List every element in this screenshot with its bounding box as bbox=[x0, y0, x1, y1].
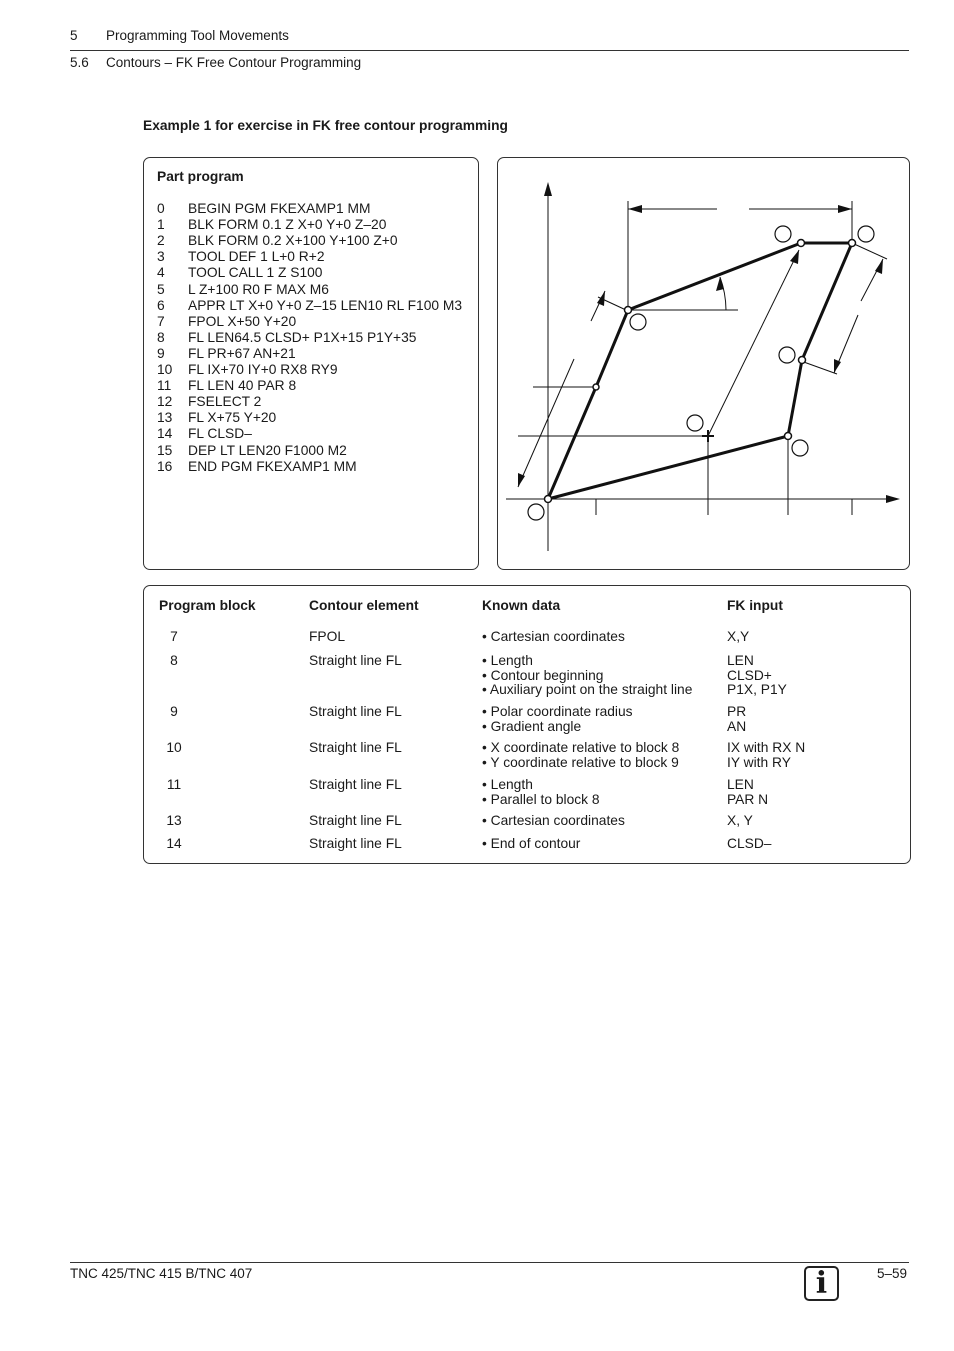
program-line-number: 16 bbox=[157, 458, 173, 474]
cell-contour-element: Straight line FL bbox=[309, 836, 402, 851]
chapter-title: Programming Tool Movements bbox=[106, 28, 289, 43]
program-line-text: FL PR+67 AN+21 bbox=[188, 345, 296, 361]
col-header-block: Program block bbox=[159, 598, 256, 613]
program-line-number: 3 bbox=[157, 249, 165, 265]
program-line-text: TOOL CALL 1 Z S100 bbox=[188, 265, 323, 281]
cell-fk-input: LEN bbox=[727, 777, 754, 792]
cell-program-block: 10 bbox=[166, 740, 182, 755]
program-line-text: FSELECT 2 bbox=[188, 394, 262, 410]
cell-known-data: • Y coordinate relative to block 9 bbox=[482, 754, 679, 770]
program-line-text: FL IX+70 IY+0 RX8 RY9 bbox=[188, 362, 338, 377]
program-line-number: 4 bbox=[157, 265, 165, 281]
program-line-text: FL X+75 Y+20 bbox=[188, 410, 277, 426]
part-program-box bbox=[143, 157, 479, 570]
cell-program-block: 14 bbox=[166, 836, 182, 851]
cell-fk-input: LEN bbox=[727, 653, 754, 668]
cell-known-data: • Contour beginning bbox=[482, 667, 604, 683]
section-number: 5.6 bbox=[70, 55, 89, 70]
program-line-number: 6 bbox=[157, 297, 165, 313]
cell-known-data: • Gradient angle bbox=[482, 718, 582, 734]
program-line-text: FL CLSD– bbox=[188, 426, 252, 442]
col-header-element: Contour element bbox=[309, 598, 419, 613]
cell-known-data: • Polar coordinate radius bbox=[482, 704, 633, 719]
cell-known-data: • X coordinate relative to block 8 bbox=[482, 740, 680, 755]
program-line-number: 1 bbox=[157, 217, 165, 233]
section-title: Contours – FK Free Contour Programming bbox=[106, 55, 362, 70]
program-line-text: END PGM FKEXAMP1 MM bbox=[188, 458, 357, 474]
cell-contour-element: Straight line FL bbox=[309, 813, 402, 828]
program-line-text: FPOL X+50 Y+20 bbox=[188, 313, 297, 329]
label-circle bbox=[858, 226, 874, 242]
program-line-number: 12 bbox=[157, 394, 173, 410]
cell-known-data: • End of contour bbox=[482, 836, 581, 851]
label-circle bbox=[687, 415, 703, 431]
program-line-number: 7 bbox=[157, 313, 165, 329]
program-line-text: BLK FORM 0.2 X+100 Y+100 Z+0 bbox=[188, 233, 398, 249]
program-line-number: 9 bbox=[157, 345, 165, 361]
cell-known-data: • Auxiliary point on the straight line bbox=[482, 682, 693, 697]
program-line-text: FL LEN 40 PAR 8 bbox=[188, 378, 297, 394]
cell-contour-element: Straight line FL bbox=[309, 653, 402, 668]
label-circle bbox=[775, 226, 791, 242]
program-line-text: TOOL DEF 1 L+0 R+2 bbox=[188, 249, 325, 265]
info-icon-letter: i bbox=[815, 1266, 828, 1301]
cell-fk-input: X,Y bbox=[727, 629, 750, 644]
program-line-text: L Z+100 R0 F MAX M6 bbox=[188, 281, 329, 297]
contour-diagram bbox=[498, 158, 909, 569]
fk-table bbox=[143, 585, 911, 864]
cell-contour-element: Straight line FL bbox=[309, 777, 402, 792]
program-line-text: DEP LT LEN20 F1000 M2 bbox=[188, 442, 347, 458]
cell-fk-input: CLSD– bbox=[727, 836, 772, 851]
cell-fk-input: X, Y bbox=[727, 813, 753, 828]
cell-known-data: • Length bbox=[482, 777, 533, 792]
cell-program-block: 13 bbox=[166, 813, 182, 828]
example-title: Example 1 for exercise in FK free contour programming bbox=[143, 118, 508, 133]
cell-fk-input: AN bbox=[727, 718, 747, 734]
cell-fk-input: IY with RY bbox=[727, 754, 791, 770]
cell-fk-input: IX with RX N bbox=[727, 740, 806, 755]
cell-fk-input: PR bbox=[727, 704, 747, 719]
cell-fk-input: CLSD+ bbox=[727, 667, 772, 683]
label-circle bbox=[630, 314, 646, 330]
cell-contour-element: Straight line FL bbox=[309, 704, 402, 719]
cell-program-block: 11 bbox=[166, 777, 182, 792]
col-header-fk: FK input bbox=[727, 598, 783, 613]
program-line-text: FL LEN64.5 CLSD+ P1X+15 P1Y+35 bbox=[188, 329, 417, 345]
cell-known-data: • Cartesian coordinates bbox=[482, 813, 625, 828]
chapter-number: 5 bbox=[70, 28, 78, 43]
cell-known-data: • Parallel to block 8 bbox=[482, 791, 600, 807]
cell-contour-element: Straight line FL bbox=[309, 740, 402, 755]
cell-fk-input: PAR N bbox=[727, 791, 769, 807]
cell-known-data: • Length bbox=[482, 653, 533, 668]
info-icon bbox=[804, 1266, 839, 1301]
label-circle bbox=[779, 347, 795, 363]
header-divider bbox=[70, 50, 909, 51]
workpiece-contour bbox=[548, 243, 852, 499]
program-line-text: BEGIN PGM FKEXAMP1 MM bbox=[188, 201, 371, 216]
program-line-number: 10 bbox=[157, 362, 173, 377]
cell-known-data: • Cartesian coordinates bbox=[482, 629, 625, 644]
contour-diagram-box bbox=[497, 157, 910, 570]
footer-divider bbox=[70, 1262, 909, 1263]
program-line-number: 0 bbox=[157, 201, 165, 216]
program-line-number: 14 bbox=[157, 426, 173, 442]
footer-models: TNC 425/TNC 415 B/TNC 407 bbox=[70, 1266, 253, 1281]
program-line-number: 2 bbox=[157, 233, 165, 249]
cell-program-block: 9 bbox=[170, 704, 178, 719]
program-line-number: 15 bbox=[157, 442, 173, 458]
program-line-number: 5 bbox=[157, 281, 165, 297]
program-listing bbox=[157, 201, 472, 481]
program-line-text: BLK FORM 0.1 Z X+0 Y+0 Z–20 bbox=[188, 217, 387, 233]
cell-fk-input: P1X, P1Y bbox=[727, 682, 787, 697]
program-line-number: 8 bbox=[157, 329, 165, 345]
cell-contour-element: FPOL bbox=[309, 629, 346, 644]
program-line-text: APPR LT X+0 Y+0 Z–15 LEN10 RL F100 M3 bbox=[188, 297, 463, 313]
program-line-number: 11 bbox=[157, 378, 172, 394]
cell-program-block: 7 bbox=[170, 629, 178, 644]
cell-program-block: 8 bbox=[170, 653, 178, 668]
page-number: 5–59 bbox=[877, 1266, 908, 1281]
part-program-title: Part program bbox=[157, 169, 244, 184]
label-circle bbox=[528, 504, 544, 520]
label-circle bbox=[792, 440, 808, 456]
col-header-known: Known data bbox=[482, 598, 561, 613]
program-line-number: 13 bbox=[157, 410, 173, 426]
